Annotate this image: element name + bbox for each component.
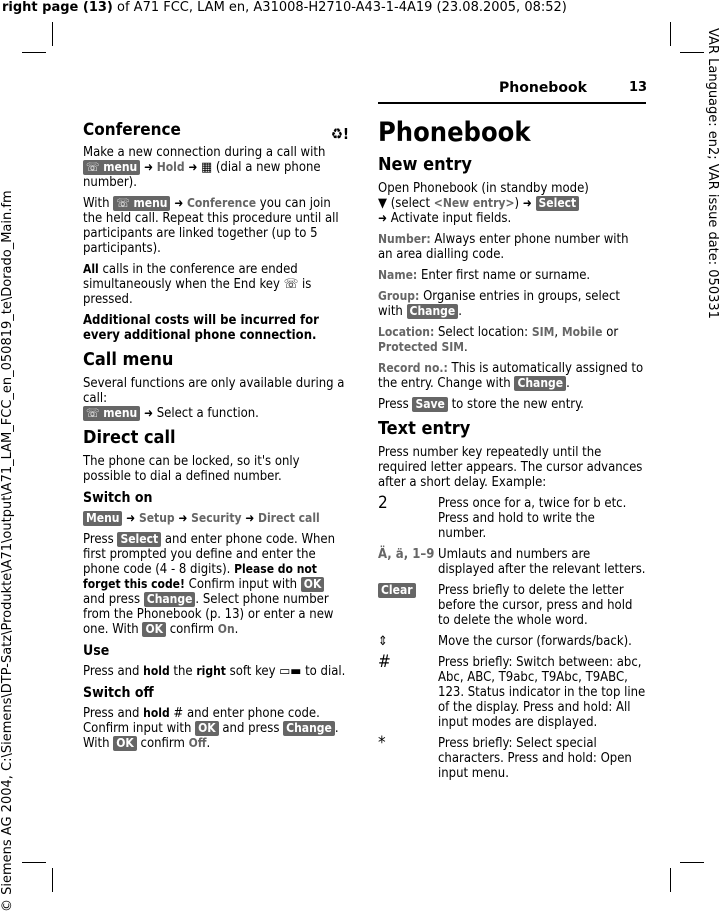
text-entry-row: # Press briefly: Switch between: abc, Abc, ABC, T9abc, T9Abc, T9ABC, 123. Status indicator in the top line of the display. Press and hold: All input modes are displayed.	[378, 652, 646, 730]
location-field-p: Location: Select location: SIM, Mobile or Protected SIM.	[378, 325, 619, 355]
direct-call-title: Direct call	[83, 427, 176, 448]
switch-on-p: Press Select and enter phone code. When first prompted you define and enter the phone code (4 - 8 digits). Please do not forget this code! Confirm input with OK and press Change . Select phone number from the Phonebook (p. 13) or enter a new one. With OK confirm On.	[83, 532, 336, 637]
phonebook-title: Phonebook	[378, 117, 531, 148]
arrow-icon: ➜	[522, 196, 532, 210]
arrow-icon: ➜	[178, 511, 188, 525]
new-entry-title: New entry	[378, 154, 472, 175]
side-copyright: © Siemens AG 2004, C:\Siemens\DTP-Satz\Produkte\A71\output\A71_LAM_FCC_en_050819_te\Dorado_Main.fm	[0, 190, 15, 912]
crop-mark	[680, 862, 704, 863]
arrow-icon: ➜	[143, 406, 153, 420]
menu-key: ☏ menu	[113, 196, 170, 211]
text-entry-row: 2 Press once for a, twice for b etc. Press and hold to write the number.	[378, 493, 627, 541]
text-entry-row: Ä, ä, 1–9 Umlauts and numbers are displayed after the relevant letters.	[378, 547, 646, 577]
header-rule	[378, 102, 646, 104]
new-entry-p: Open Phonebook (in standby mode) ▼ (select <New entry>) ➜ Select ➜ Activate input fields.	[378, 181, 589, 226]
conference-p3: All calls in the conference are ended simultaneously when the End key ☏ is pressed.	[83, 262, 312, 307]
crop-mark	[670, 22, 671, 46]
network-warning-icon: ♻!	[330, 124, 349, 143]
costs-note: Additional costs will be incurred for every additional phone connection.	[83, 313, 319, 343]
group-field-p: Group: Organise entries in groups, select with Change .	[378, 289, 620, 319]
record-field-p: Record no.: This is automatically assigned to the entry. Change with Change .	[378, 361, 644, 391]
switch-off-p: Press and hold # and enter phone code. Confirm input with OK and press Change . With OK confirm Off.	[83, 706, 339, 751]
arrow-icon: ➜	[126, 511, 136, 525]
conference-p2: With ☏ menu ➜ Conference you can join the held call. Repeat this procedure until all participants are linked together (up to 5 participants).	[83, 196, 339, 256]
number-field-p: Number: Always enter phone number with an area dialling code.	[378, 232, 629, 262]
hash-key-icon: #	[173, 706, 184, 721]
switch-on-title: Switch on	[83, 490, 153, 506]
crop-mark	[52, 868, 53, 892]
right-column	[378, 118, 646, 787]
switch-on-path: Menu ➜ Setup ➜ Security ➜ Direct call	[83, 511, 349, 526]
arrow-icon: ➜	[143, 160, 153, 174]
use-p: Press and hold the right soft key ▭▬ to dial.	[83, 664, 346, 679]
page-section-title: Phonebook	[499, 80, 587, 96]
text-entry-row: Clear Press briefly to delete the letter before the cursor, press and hold to delete the whole word.	[378, 583, 646, 628]
direct-call-p: The phone can be locked, so it's only possible to dial a defined number.	[83, 454, 300, 484]
crop-mark	[52, 22, 53, 46]
text-entry-title: Text entry	[378, 418, 471, 439]
menu-key: ☏ menu	[83, 406, 140, 421]
text-entry-p: Press number key repeatedly until the required letter appears. The cursor advances after a short delay. Example:	[378, 445, 643, 490]
nav-updown-icon: ⇕	[378, 634, 388, 649]
nav-down-icon: ▼	[378, 196, 387, 211]
page-number: 13	[629, 80, 648, 95]
crop-mark	[22, 52, 46, 53]
arrow-icon: ➜	[245, 511, 255, 525]
conference-p1: Make a new connection during a call with ☏ menu ➜ Hold ➜ ▦ (dial a new phone number).	[83, 145, 326, 190]
crop-mark	[670, 868, 671, 892]
text-entry-row: ⇕ Move the cursor (forwards/back).	[378, 634, 632, 649]
softkey-icon: ▭▬	[279, 664, 302, 679]
callmenu-title: Call menu	[83, 349, 174, 370]
arrow-icon: ➜	[378, 211, 388, 225]
end-key-icon: ☏	[283, 277, 299, 292]
document-header	[2, 0, 567, 15]
left-column	[83, 122, 349, 757]
menu-key: ☏ menu	[83, 160, 140, 175]
arrow-icon: ➜	[188, 160, 198, 174]
save-p: Press Save to store the new entry.	[378, 397, 584, 412]
switch-off-title: Switch off	[83, 685, 154, 701]
keypad-icon: ▦	[201, 160, 213, 175]
callmenu-p: Several functions are only available during a call: ☏ menu ➜ Select a function.	[83, 376, 345, 421]
arrow-icon: ➜	[174, 196, 184, 210]
side-var-language: VAR Language: en2; VAR issue date: 050331	[705, 28, 720, 319]
header-doc-info: of A71 FCC, LAM en, A31008-H2710-A43-1-4A19 (23.08.2005, 08:52)	[112, 0, 567, 15]
text-entry-row: * Press briefly: Select special characters. Press and hold: Open input menu.	[378, 733, 632, 781]
use-title: Use	[83, 643, 110, 659]
crop-mark	[22, 862, 46, 863]
name-field-p: Name: Enter first name or surname.	[378, 268, 591, 283]
conference-title: Conference	[83, 120, 181, 140]
crop-mark	[680, 52, 704, 53]
conference-heading-row	[83, 122, 349, 145]
header-page-ref: right page (13)	[2, 0, 113, 15]
